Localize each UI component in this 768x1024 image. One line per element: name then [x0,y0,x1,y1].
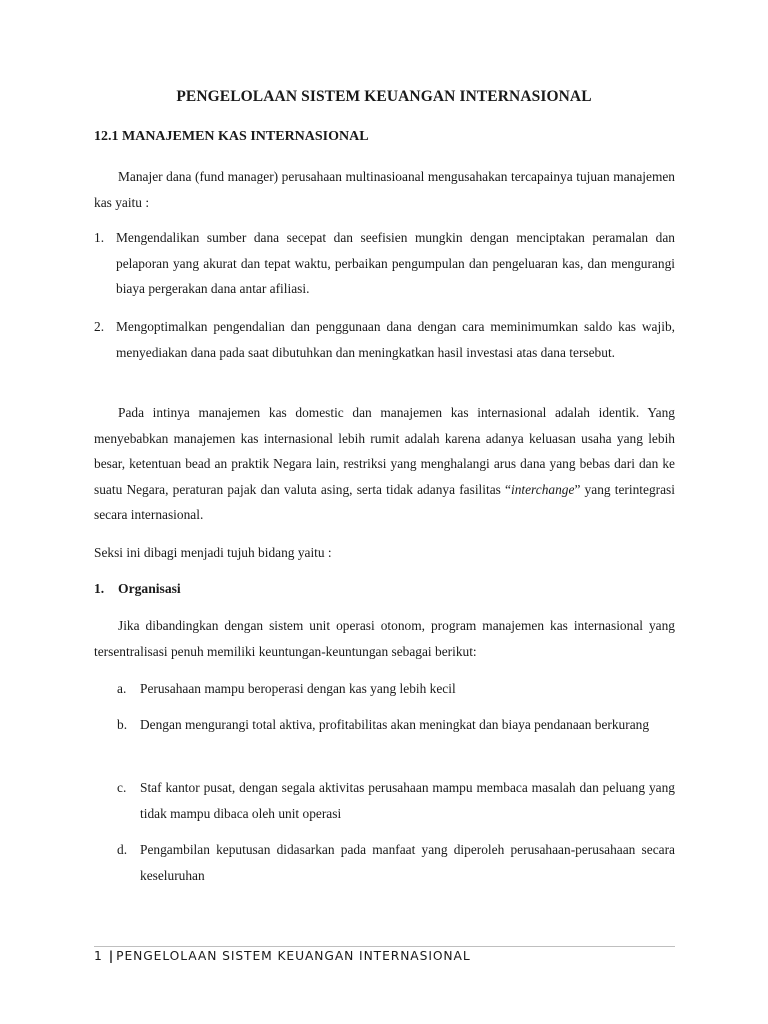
footer-divider [94,946,675,947]
list-marker: d. [117,842,128,857]
list-item-text: Dengan mengurangi total aktiva, profitabilitas akan meningkat dan biaya pendanaan berkurang [140,717,650,732]
list-item-text: Mengendalikan sumber dana secepat dan seefisien mungkin dengan menciptakan peramalan dan pelaporan yang akurat dan tepat waktu, perbaikan pengumpulan dan pengeluaran kas, dan mengurangi biaya pergerakan dana antar afiliasi. [116,230,675,296]
heading-label: Organisasi [118,581,181,596]
body-paragraph: Seksi ini dibagi menjadi tujuh bidang yaitu : [94,545,332,560]
document-title: PENGELOLAAN SISTEM KEUANGAN INTERNASIONAL [176,88,592,105]
footer-title: PENGELOLAAN SISTEM KEUANGAN INTERNASIONAL [116,949,471,963]
body-paragraph [94,400,675,528]
list-item-text: Perusahaan mampu beroperasi dengan kas yang lebih kecil [140,681,456,696]
list-marker: b. [117,717,128,732]
heading-number: 1. [94,581,105,596]
list-item-text: Mengoptimalkan pengendalian dan penggunaan dana dengan cara meminimumkan saldo kas wajib, menyediakan dana pada saat dibutuhkan dan meningkatkan hasil investasi atas dana tersebut. [116,319,675,360]
list-marker: a. [117,681,127,696]
subsection-heading [94,576,181,602]
list-marker: c. [117,780,127,795]
body-paragraph: Jika dibandingkan dengan sistem unit operasi otonom, program manajemen kas internasional yang tersentralisasi penuh memiliki keuntungan-keuntungan sebagai berikut: [94,618,675,659]
footer-separator: | [108,949,115,963]
paragraph-text: Pada intinya manajemen kas domestic dan manajemen kas internasional adalah identik. Yang menyebabkan manajemen kas internasional lebih rumit adalah karena adanya keluasan usaha yang lebih besar, ketentuan bead an praktik Negara lain, restriksi yang menghalangi arus dana yang bebas dari dan ke suatu Negara, peraturan pajak dan valuta asing, serta tidak adanya fasilitas “ [94,405,675,497]
section-heading: 12.1 MANAJEMEN KAS INTERNASIONAL [94,129,369,144]
list-marker: 2. [94,319,105,334]
list-marker: 1. [94,230,105,245]
list-item-text: Staf kantor pusat, dengan segala aktivitas perusahaan mampu membaca masalah dan peluang yang tidak mampu dibaca oleh unit operasi [140,780,675,821]
italic-term: interchange [510,481,575,497]
page-number: 1 [94,949,103,963]
intro-paragraph: Manajer dana (fund manager) perusahaan multinasioanal mengusahakan tercapainya tujuan manajemen kas yaitu : [94,169,675,210]
page-footer [94,949,471,963]
list-item-text: Pengambilan keputusan didasarkan pada manfaat yang diperoleh perusahaan-perusahaan secara keseluruhan [140,842,675,883]
paragraph-text: ” yang terintegrasi secara internasional. [94,481,675,522]
